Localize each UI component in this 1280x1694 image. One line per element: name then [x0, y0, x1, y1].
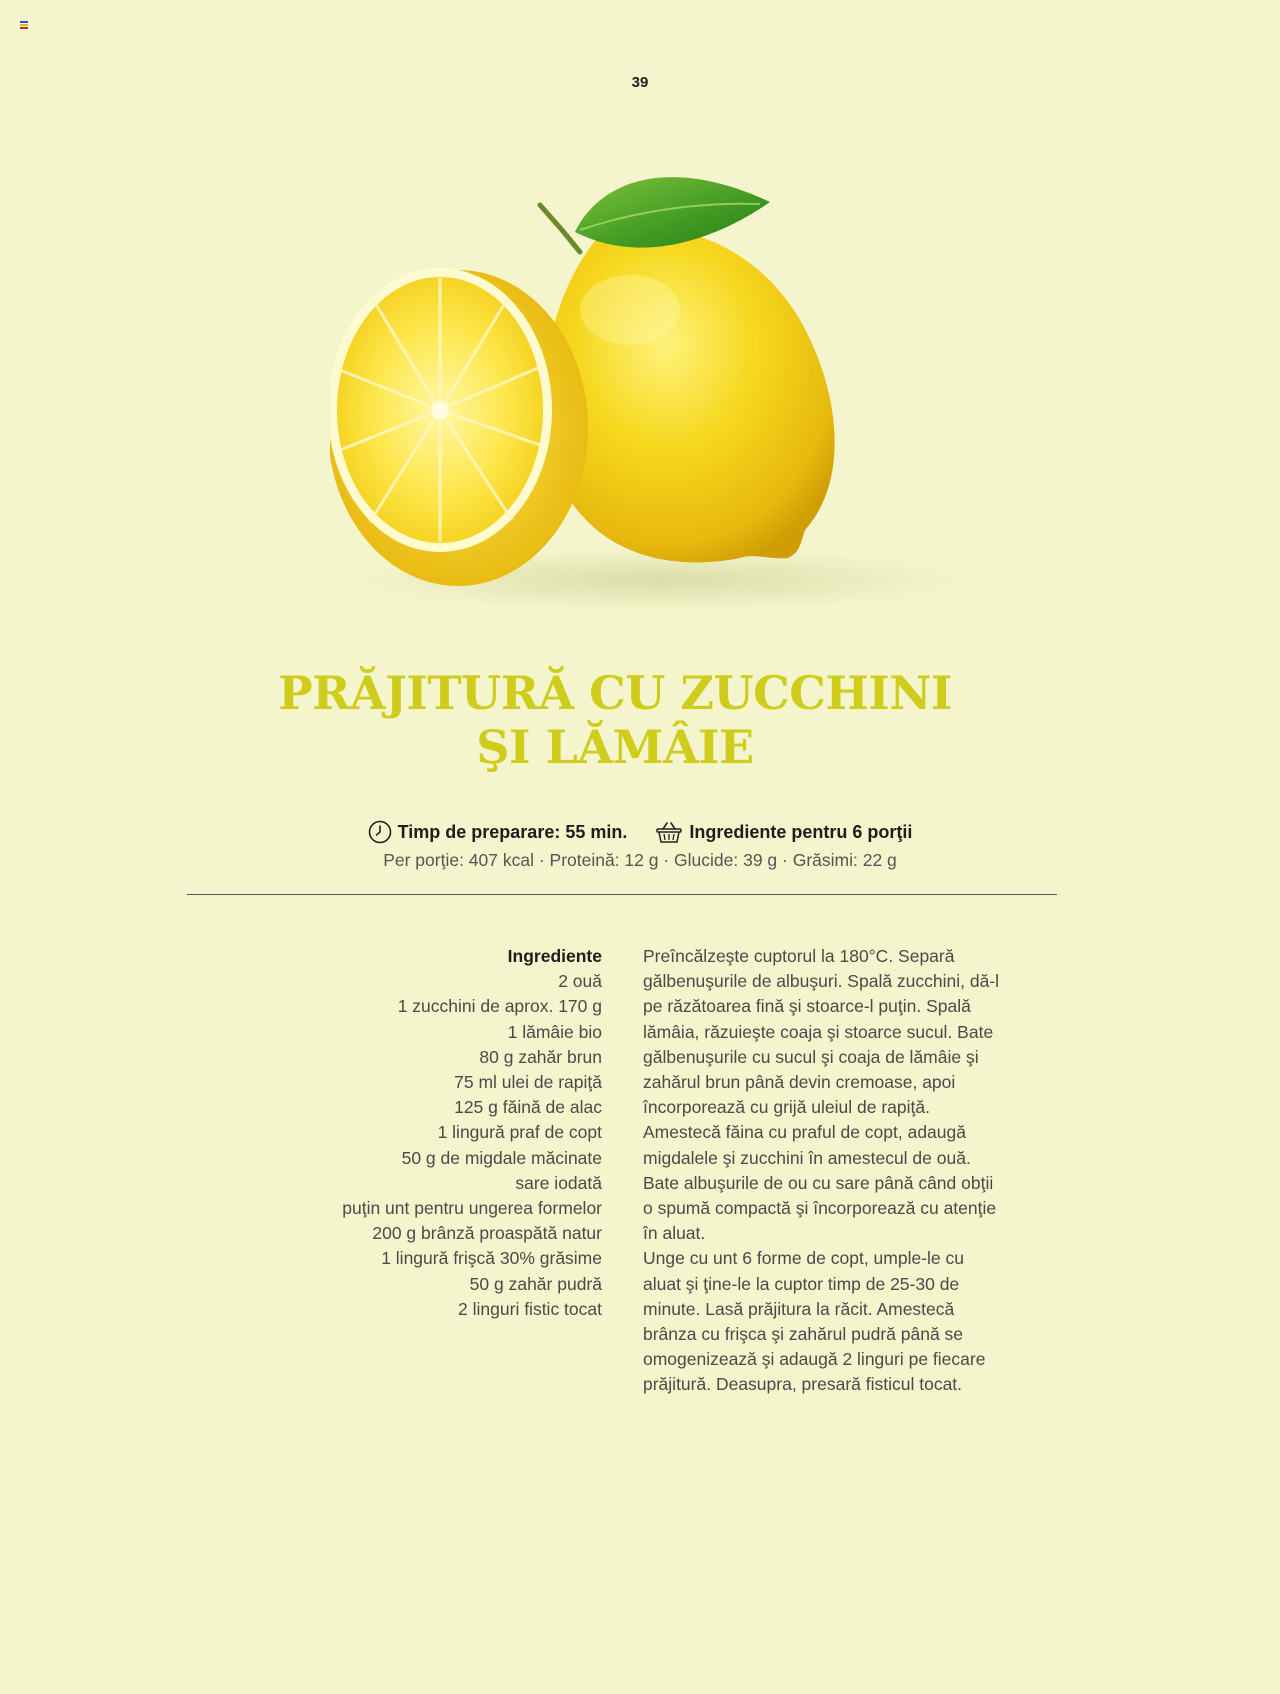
- ingredient-item: 200 g brânză proaspătă natur: [372, 1223, 602, 1244]
- ingredient-item: 50 g zahăr pudră: [469, 1273, 602, 1294]
- ingredient-item: 2 linguri fistic tocat: [458, 1298, 602, 1319]
- prep-time: [368, 820, 628, 844]
- servings-label: Ingrediente pentru 6 porţii: [689, 821, 913, 842]
- ingredient-item: puţin unt pentru ungerea formelor: [342, 1198, 602, 1219]
- ingredient-item: 75 ml ulei de rapiţă: [454, 1072, 602, 1093]
- clock-icon: [368, 820, 392, 844]
- instructions-paragraph-2: Unge cu unt 6 forme de copt, umple-le cu aluat şi ţine-le la cuptor timp de 25-30 de minute. Lasă prăjitura la răcit. Amestecă brânza cu frişca şi zahărul pudră până se omogenizează şi adaugă 2 linguri pe fiecare prăjitură. Deasupra, presară fisticul tocat.: [643, 1248, 986, 1395]
- ingredient-item: 80 g zahăr brun: [479, 1046, 602, 1067]
- ingredients-heading: Ingrediente: [507, 946, 602, 966]
- lemon-illustration: [330, 160, 990, 620]
- lemon-stem: [540, 205, 580, 252]
- ingredient-item: 50 g de migdale măcinate: [401, 1147, 602, 1168]
- lemon-leaf: [575, 177, 770, 247]
- ingredient-item: sare iodată: [515, 1172, 602, 1193]
- recipe-title: [230, 666, 1000, 774]
- instructions-text: [643, 944, 1003, 1398]
- recipe-meta: [0, 820, 1280, 871]
- servings: [655, 820, 912, 844]
- whole-lemon: [545, 228, 835, 563]
- ingredients-list: [240, 944, 602, 1322]
- section-divider: [187, 894, 1057, 895]
- ingredient-item: 125 g făină de alac: [454, 1097, 602, 1118]
- recipe-title-line1: PRĂJITURĂ CU ZUCCHINI: [278, 666, 952, 720]
- prep-time-label: Timp de preparare: 55 min.: [397, 821, 628, 842]
- flag-icon: [20, 21, 28, 28]
- instructions-paragraph-1: Preîncălzeşte cuptorul la 180°C. Separă gălbenuşurile de albuşuri. Spală zucchini, dă-l pe răzătoarea fină şi stoarce-l puţin. Spală lămâia, răzuieşte coaja şi stoarce sucul. Bate gălbenuşurile cu sucul şi coaja de lămâie şi zahărul brun până devin cremoase, apoi încorporează cu grijă uleiul de rapiţă. Amestecă făina cu praful de copt, adaugă migdalele şi zucchini în amestecul de ouă. Bate albuşurile de ou cu sare până când obţii o spumă compactă şi încorporează cu atenţie în aluat.: [643, 946, 1000, 1244]
- ingredient-item: 1 lingură praf de copt: [437, 1122, 602, 1143]
- basket-icon: [655, 820, 683, 844]
- ingredient-item: 1 zucchini de aprox. 170 g: [397, 996, 602, 1017]
- ingredient-item: 1 lămâie bio: [507, 1021, 602, 1042]
- ingredient-item: 2 ouă: [558, 971, 602, 992]
- page-number: 39: [631, 74, 649, 91]
- lemon-half: [330, 268, 588, 586]
- nutrition-info: Per porţie: 407 kcal · Proteină: 12 g · Glucide: 39 g · Grăsimi: 22 g: [383, 850, 897, 870]
- ingredient-item: 1 lingură frişcă 30% grăsime: [381, 1248, 602, 1269]
- recipe-title-line2: ŞI LĂMÂIE: [476, 720, 754, 774]
